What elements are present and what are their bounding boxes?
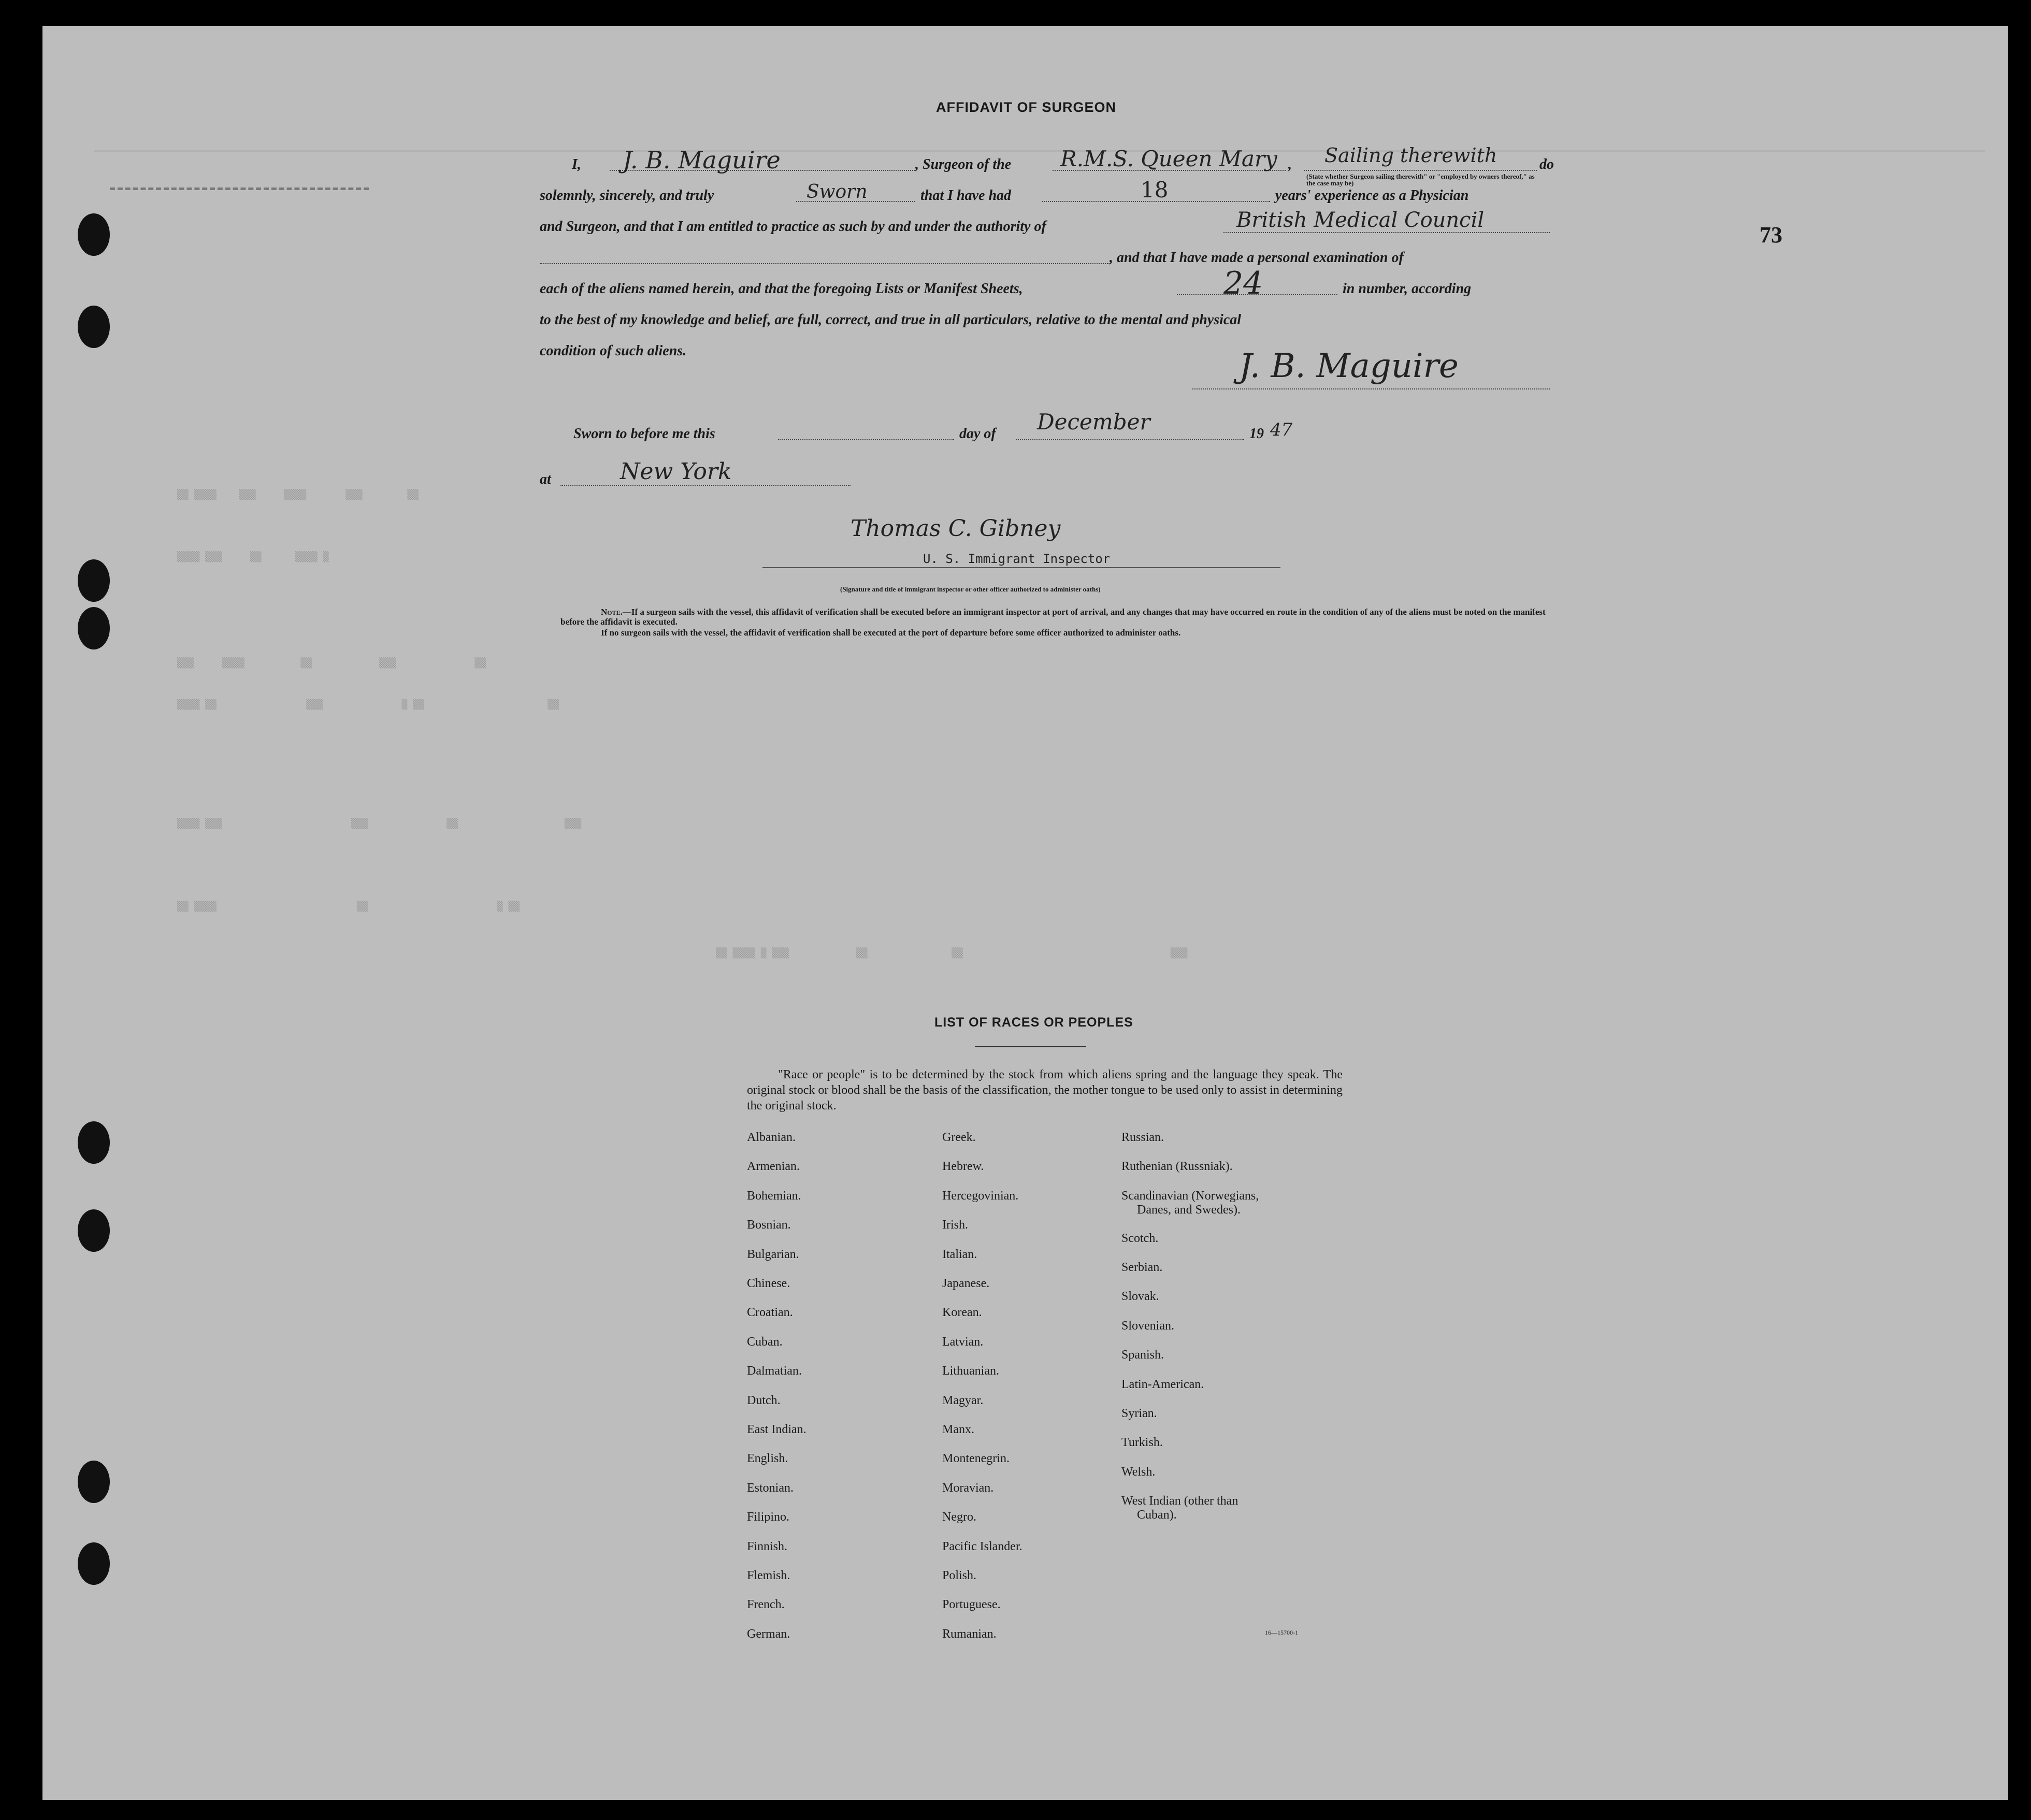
race-item: Finnish. [747, 1539, 788, 1553]
affidavit-title: AFFIDAVIT OF SURGEON [936, 99, 1116, 115]
affidavit-text: do [1539, 156, 1554, 172]
bleed-through-text: ▒▒▒▒ ▒▒ ▒▒▒ ▒ ▒▒ ▒▒ [177, 699, 559, 710]
affidavit-text: , and that I have made a personal examination of [1110, 250, 1404, 266]
race-item: East Indian. [747, 1423, 806, 1436]
race-item: Bohemian. [747, 1189, 801, 1203]
race-item: Cuban. [747, 1335, 783, 1349]
affidavit-text: condition of such aliens. [540, 343, 687, 359]
handwritten-authority: British Medical Council [1236, 208, 1485, 232]
note-1 [560, 607, 1555, 627]
race-item: Montenegrin. [942, 1452, 1010, 1466]
race-item: Bosnian. [747, 1218, 791, 1232]
race-item: Irish. [942, 1218, 968, 1232]
affidavit-text: day of [959, 426, 996, 442]
race-item: Moravian. [942, 1481, 994, 1495]
race-item: Lithuanian. [942, 1364, 999, 1378]
race-item: Scandinavian (Norwegians, Danes, and Swedes). [1121, 1189, 1259, 1217]
race-item: Russian. [1121, 1131, 1164, 1144]
place-blank [560, 485, 851, 486]
handwritten-year: 47 [1270, 420, 1293, 440]
handwritten-vessel: R.M.S. Queen Mary [1060, 146, 1277, 171]
race-item: German. [747, 1627, 790, 1641]
race-item: Latin-American. [1121, 1377, 1204, 1391]
race-item: Welsh. [1121, 1465, 1156, 1479]
race-item: Chinese. [747, 1277, 790, 1290]
race-item: Spanish. [1121, 1348, 1164, 1362]
handwritten-place: New York [620, 458, 732, 485]
bleed-through-text: ▒▒ ▒▒▒▒ ▒▒▒ ▒▒▒▒ ▒▒▒ ▒▒ [177, 489, 419, 500]
surgeon-signature: J. B. Maguire [1239, 347, 1459, 385]
race-item: Filipino. [747, 1510, 790, 1524]
race-item: Hercegovinian. [942, 1189, 1019, 1203]
race-item: Estonian. [747, 1481, 794, 1495]
race-item: French. [747, 1598, 785, 1612]
race-item: Portuguese. [942, 1598, 1001, 1612]
bleed-through-text: ▒▒ ▒▒▒▒ ▒ ▒▒▒ ▒▒ ▒▒ ▒▒▒ [716, 948, 1188, 959]
punch-hole [78, 1461, 110, 1503]
affidavit-text: I, [572, 156, 581, 172]
month-blank [1016, 439, 1244, 440]
handwritten-years: 18 [1141, 177, 1169, 203]
affidavit-text: years' experience as a Physician [1275, 187, 1469, 204]
race-item: Greek. [942, 1131, 976, 1144]
race-item: West Indian (other than Cuban). [1121, 1494, 1238, 1522]
race-item: Syrian. [1121, 1406, 1157, 1420]
affidavit-text: , Surgeon of the [915, 156, 1012, 172]
race-item: Croatian. [747, 1306, 793, 1320]
race-item: Slovenian. [1121, 1319, 1174, 1333]
race-item: Dalmatian. [747, 1364, 802, 1378]
race-item: Korean. [942, 1306, 982, 1320]
day-blank [778, 439, 954, 440]
race-item: Albanian. [747, 1131, 796, 1144]
comma: , [1288, 156, 1292, 172]
handwritten-oath: Sworn [806, 181, 868, 203]
title-underline [975, 1046, 1086, 1047]
authority-blank [1223, 232, 1550, 233]
punch-hole [78, 1209, 110, 1252]
bleed-through-text: ▒▒▒ ▒▒▒▒ ▒▒ ▒▒▒ ▒▒ [177, 658, 486, 669]
punch-hole [78, 1542, 110, 1585]
race-item: Negro. [942, 1510, 976, 1524]
race-item: English. [747, 1452, 788, 1466]
race-item: Italian. [942, 1247, 977, 1261]
affidavit-text: that I have had [920, 187, 1012, 204]
inspector-hint: (Signature and title of immigrant inspector or other officer authorized to administer oaths) [840, 585, 1101, 593]
affidavit-text: at [540, 471, 551, 487]
races-title: LIST OF RACES OR PEOPLES [934, 1015, 1133, 1030]
year-prefix: 19 [1249, 426, 1264, 442]
race-item: Slovak. [1121, 1290, 1159, 1304]
bleed-through-text: ▒▒▒▒ ▒▒▒ ▒▒▒ ▒▒ ▒▒▒ [177, 818, 582, 829]
inspector-signature: Thomas C. Gibney [851, 515, 1061, 542]
inspector-title: U. S. Immigrant Inspector [923, 552, 1111, 566]
affidavit-text: to the best of my knowledge and belief, are full, correct, and true in all particulars, relative to the mental and physical [540, 312, 1242, 328]
race-item: Ruthenian (Russniak). [1121, 1160, 1233, 1174]
page-number: 73 [1760, 222, 1782, 248]
handwritten-surgeon-name: J. B. Maguire [623, 146, 781, 174]
race-item: Flemish. [747, 1569, 790, 1582]
handwritten-month: December [1037, 409, 1150, 435]
race-item: Latvian. [942, 1335, 984, 1349]
race-item: Bulgarian. [747, 1247, 799, 1261]
race-item: Scotch. [1121, 1231, 1159, 1245]
surgeon-signature-line [1192, 388, 1550, 389]
punch-hole [78, 559, 110, 602]
punch-hole [78, 1121, 110, 1164]
affidavit-text: each of the aliens named herein, and that the foregoing Lists or Manifest Sheets, [540, 281, 1023, 297]
race-item: Turkish. [1121, 1436, 1163, 1450]
status-hint: (State whether Surgeon sailing therewith" or "employed by owners thereof," as the case may be) [1306, 172, 1535, 187]
affidavit-text: Sworn to before me this [573, 426, 715, 442]
affidavit-text: solemnly, sincerely, and truly [540, 187, 714, 204]
race-item: Manx. [942, 1423, 974, 1436]
races-intro: "Race or people" is to be determined by the stock from which aliens spring and the language they speak. The original stock or blood shall be the basis of the classification, the mother tongue to be used only to assist in determining the original stock. [747, 1068, 1343, 1113]
inspector-signature-line [762, 567, 1280, 568]
race-item: Magyar. [942, 1393, 984, 1407]
punch-hole [78, 607, 110, 649]
note-2-text: If no surgeon sails with the vessel, the affidavit of verification shall be executed at the port of departure before some officer authorized to administer oaths. [601, 628, 1181, 638]
bleed-through-text: ▒▒ ▒▒▒▒ ▒▒ ▒ ▒▒ [177, 901, 520, 912]
note-label: Note. [601, 607, 623, 617]
race-item: Hebrew. [942, 1160, 984, 1174]
affidavit-text: in number, according [1343, 281, 1472, 297]
handwritten-status: Sailing therewith [1324, 144, 1497, 167]
note-1-text: —If a surgeon sails with the vessel, this affidavit of verification shall be executed before an immigrant inspector at port of arrival, and any changes that may have occurred en route in the condition of any of the aliens must be noted on the manifest before the affidavit is executed. [560, 607, 1546, 627]
race-item: Serbian. [1121, 1260, 1163, 1274]
race-item: Japanese. [942, 1277, 990, 1290]
race-item: Armenian. [747, 1160, 800, 1174]
race-item: Rumanian. [942, 1627, 997, 1641]
affidavit-text: and Surgeon, and that I am entitled to practice as such by and under the authority of [540, 219, 1046, 235]
punch-hole [78, 213, 110, 256]
status-blank [1304, 170, 1537, 171]
race-item: Pacific Islander. [942, 1539, 1022, 1553]
bleed-through-text: ▒▒▒▒ ▒▒▒ ▒▒ ▒▒▒▒ ▒ [177, 552, 329, 562]
bleed-through-rule [110, 187, 369, 190]
handwritten-sheets: 24 [1223, 265, 1263, 301]
race-item: Polish. [942, 1569, 977, 1582]
authority-continued-blank [540, 263, 1110, 264]
note-2 [560, 628, 1555, 638]
punch-hole [78, 306, 110, 348]
document-sheet [42, 26, 2008, 1800]
form-code: 16—15700-1 [1265, 1629, 1298, 1636]
race-item: Dutch. [747, 1393, 781, 1407]
